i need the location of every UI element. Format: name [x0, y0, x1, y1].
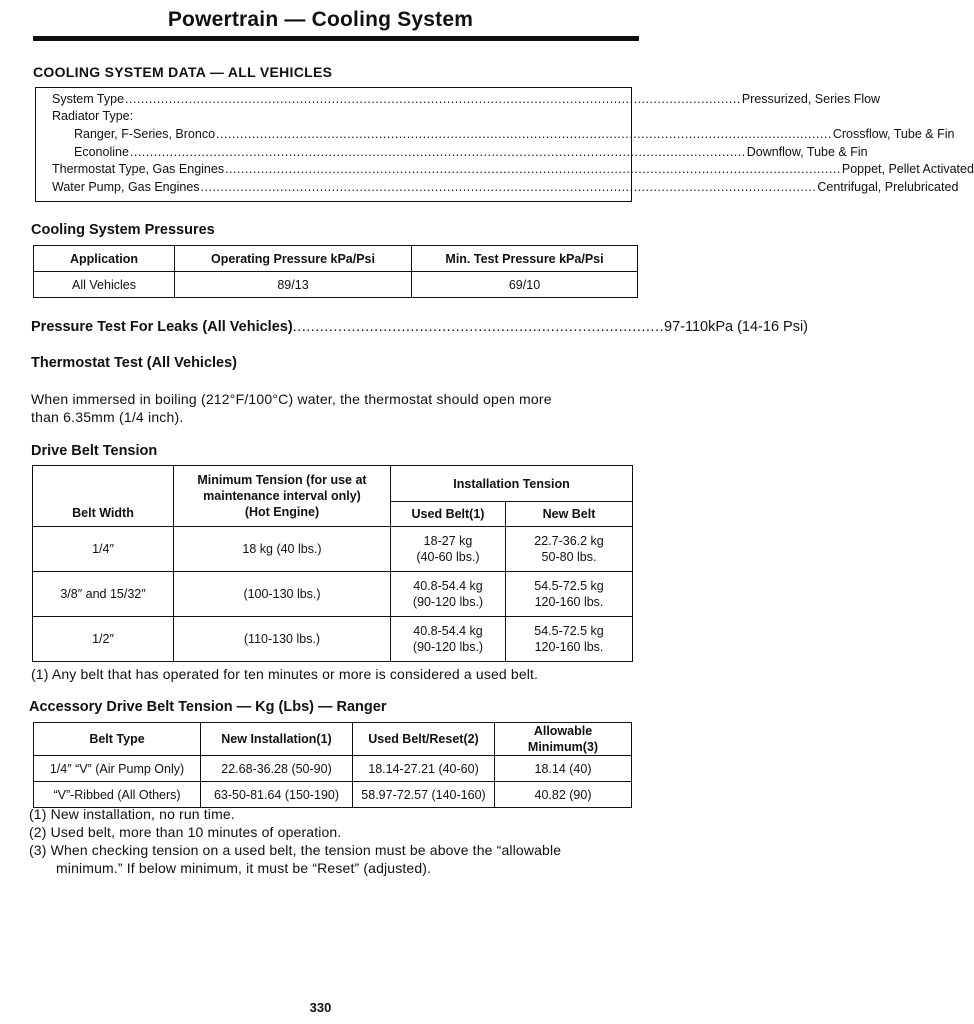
- data-label: Water Pump, Gas Engines: [52, 180, 200, 194]
- leader-dots: ...........................................................................................................................................................: [216, 127, 832, 141]
- table-cell: 58.97-72.57 (140-160): [353, 782, 495, 808]
- data-row-radiator-type: [52, 109, 133, 123]
- data-value: Poppet, Pellet Activated: [841, 162, 974, 176]
- table-cell: 1/4″ “V” (Air Pump Only): [34, 756, 201, 782]
- table-cell: [391, 572, 506, 617]
- table-row: [34, 756, 632, 782]
- cell-line: (90-120 lbs.): [412, 640, 484, 654]
- table-cell: 1/4″: [33, 527, 174, 572]
- data-label: Ranger, F-Series, Bronco: [74, 127, 216, 141]
- table-header: Min. Test Pressure kPa/Psi: [412, 246, 638, 272]
- table-cell: [506, 527, 633, 572]
- table-header: New Belt: [506, 502, 633, 527]
- leak-test-value: 97-110kPa (14-16 Psi): [664, 319, 809, 335]
- cell-line: (90-120 lbs.): [412, 595, 484, 609]
- table-header: Operating Pressure kPa/Psi: [175, 246, 412, 272]
- table-cell: All Vehicles: [34, 272, 175, 298]
- cell-line: 120-160 lbs.: [534, 595, 604, 609]
- leader-dots: ..................................................................................: [292, 319, 664, 335]
- cell-line: 54.5-72.5 kg: [534, 624, 604, 638]
- table-cell: [506, 572, 633, 617]
- data-label: Thermostat Type, Gas Engines: [52, 162, 225, 176]
- table-header: Used Belt(1): [391, 502, 506, 527]
- cell-line: 50-80 lbs.: [541, 550, 597, 564]
- data-value: Pressurized, Series Flow: [741, 92, 881, 106]
- data-value: Downflow, Tube & Fin: [746, 145, 868, 159]
- table-header: Installation Tension: [391, 466, 633, 502]
- thermostat-heading: Thermostat Test (All Vehicles): [31, 355, 238, 371]
- belt-tension-heading: Drive Belt Tension: [31, 443, 158, 459]
- pressures-table: [33, 245, 638, 298]
- table-cell: 40.82 (90): [495, 782, 632, 808]
- table-header: Allowable Minimum(3): [495, 723, 632, 756]
- table-header: New Installation(1): [201, 723, 353, 756]
- thermostat-text-line-2: than 6.35mm (1/4 inch).: [31, 409, 184, 425]
- belt-tension-table: [32, 465, 633, 662]
- data-label: System Type: [52, 92, 125, 106]
- cell-line: 22.7-36.2 kg: [534, 534, 604, 548]
- table-header: [174, 466, 391, 527]
- data-row-water-pump: [52, 180, 959, 194]
- pressures-heading: Cooling System Pressures: [31, 222, 215, 238]
- data-value: Crossflow, Tube & Fin: [832, 127, 955, 141]
- leader-dots: ...........................................................................................................................................................: [129, 145, 746, 159]
- title-rule: [33, 36, 639, 41]
- table-row: [33, 617, 633, 662]
- table-header: Application: [34, 246, 175, 272]
- accessory-table: [33, 722, 632, 808]
- table-cell: 3/8″ and 15/32″: [33, 572, 174, 617]
- data-row-system-type: [52, 92, 881, 106]
- table-cell: 18.14 (40): [495, 756, 632, 782]
- cell-line: 54.5-72.5 kg: [534, 579, 604, 593]
- table-cell: (110-130 lbs.): [174, 617, 391, 662]
- leader-dots: ...........................................................................................................................................................: [200, 180, 817, 194]
- table-cell: 69/10: [412, 272, 638, 298]
- table-cell: “V”-Ribbed (All Others): [34, 782, 201, 808]
- table-row: [33, 572, 633, 617]
- table-cell: [391, 617, 506, 662]
- page-number: 330: [309, 1000, 332, 1015]
- cell-line: 40.8-54.4 kg: [413, 579, 483, 593]
- cell-line: 18-27 kg: [423, 534, 473, 548]
- leak-test-label: Pressure Test For Leaks (All Vehicles): [31, 319, 293, 335]
- table-cell: (100-130 lbs.): [174, 572, 391, 617]
- data-row-econoline: [74, 145, 868, 159]
- data-row-thermostat-type: [52, 162, 974, 176]
- table-cell: [506, 617, 633, 662]
- table-cell: 63-50-81.64 (150-190): [201, 782, 353, 808]
- table-header: Belt Width: [33, 466, 174, 527]
- accessory-note-3-continued: minimum.” If below minimum, it must be “Reset” (adjusted).: [56, 860, 432, 876]
- accessory-note-1: (1) New installation, no run time.: [29, 806, 235, 822]
- cell-line: 120-160 lbs.: [534, 640, 604, 654]
- leader-dots: ...........................................................................................................................................................: [225, 162, 841, 176]
- table-header: Belt Type: [34, 723, 201, 756]
- thermostat-text-line-1: When immersed in boiling (212°F/100°C) water, the thermostat should open more: [31, 391, 552, 407]
- accessory-heading: Accessory Drive Belt Tension — Kg (Lbs) — Ranger: [29, 699, 387, 715]
- table-cell: 89/13: [175, 272, 412, 298]
- data-row-ranger: [74, 127, 955, 141]
- leak-test-line: [31, 319, 809, 335]
- page-title: Powertrain — Cooling System: [167, 8, 474, 31]
- table-cell: 18 kg (40 lbs.): [174, 527, 391, 572]
- data-label: Econoline: [74, 145, 129, 159]
- table-row: [33, 527, 633, 572]
- table-cell: [391, 527, 506, 572]
- table-cell: 1/2″: [33, 617, 174, 662]
- leader-dots: ...........................................................................................................................................................: [125, 92, 741, 106]
- table-header: Used Belt/Reset(2): [353, 723, 495, 756]
- table-cell: 18.14-27.21 (40-60): [353, 756, 495, 782]
- table-cell: 22.68-36.28 (50-90): [201, 756, 353, 782]
- belt-tension-note: (1) Any belt that has operated for ten minutes or more is considered a used belt.: [31, 666, 539, 682]
- header-line: Minimum Tension (for use at: [197, 473, 367, 487]
- cell-line: (40-60 lbs.): [416, 550, 480, 564]
- cooling-data-heading: COOLING SYSTEM DATA — ALL VEHICLES: [33, 64, 333, 80]
- data-value: Centrifugal, Prelubricated: [817, 180, 959, 194]
- header-line: (Hot Engine): [244, 505, 320, 519]
- header-line: maintenance interval only): [203, 489, 361, 503]
- table-row: [34, 782, 632, 808]
- cell-line: 40.8-54.4 kg: [413, 624, 483, 638]
- data-label: Radiator Type:: [52, 109, 134, 123]
- accessory-note-2: (2) Used belt, more than 10 minutes of operation.: [29, 824, 342, 840]
- accessory-note-3: (3) When checking tension on a used belt, the tension must be above the “allowable: [29, 842, 562, 858]
